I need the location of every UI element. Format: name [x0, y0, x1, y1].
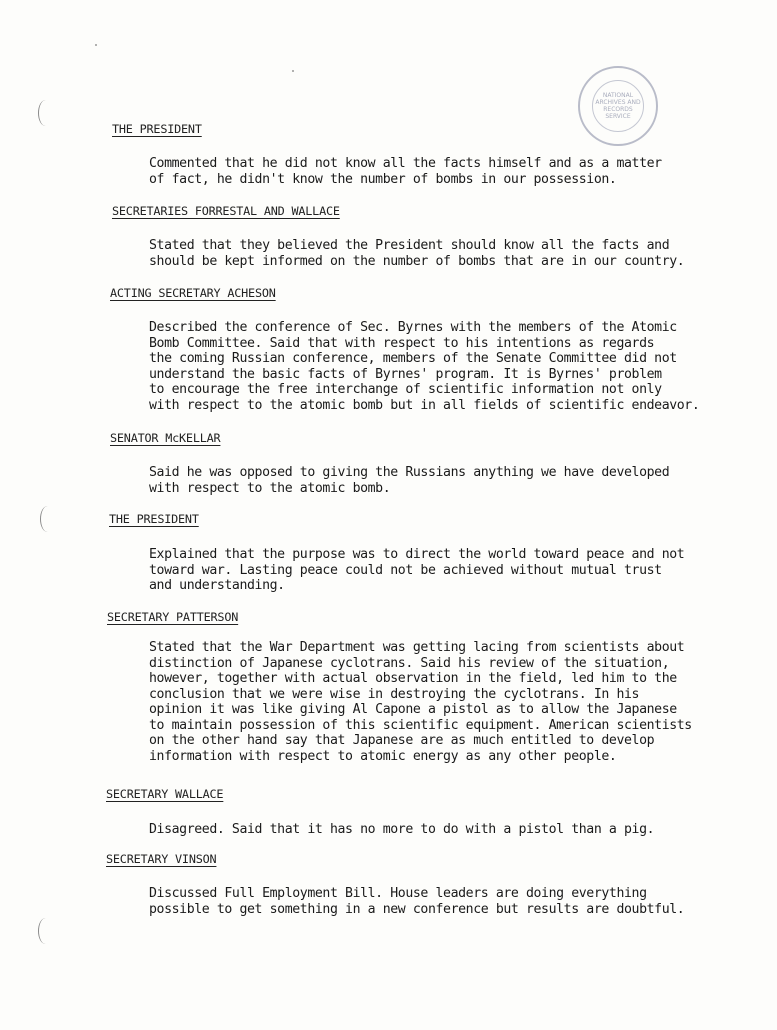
- statement-text: [149, 886, 749, 917]
- statement-line: possible to get something in a new conference but results are doubtful.: [149, 901, 685, 917]
- statement-line: information with respect to atomic energy as any other people.: [149, 748, 617, 764]
- speaker-heading: THE PRESIDENT: [109, 512, 199, 526]
- statement-text: [149, 156, 749, 187]
- statement-line: to encourage the free interchange of scientific information not only: [149, 382, 662, 397]
- statement-text: [149, 547, 749, 594]
- speaker-heading: SECRETARY VINSON: [106, 852, 217, 866]
- binder-mark: [40, 506, 55, 532]
- speaker-heading: SECRETARIES FORRESTAL AND WALLACE: [112, 204, 340, 218]
- statement-line: to maintain possession of this scientific equipment. American scientists: [149, 717, 692, 733]
- speaker-heading: SENATOR McKELLAR: [110, 431, 221, 445]
- statement-text: [149, 238, 749, 269]
- statement-line: Commented that he did not know all the facts himself and as a matter: [149, 156, 662, 171]
- statement-text: [149, 640, 749, 764]
- statement-line: with respect to the atomic bomb.: [149, 480, 391, 496]
- statement-line: understand the basic facts of Byrnes' program. It is Byrnes' problem: [149, 366, 662, 382]
- statement-line: should be kept informed on the number of bombs that are in our country.: [149, 253, 685, 269]
- statement-line: Discussed Full Employment Bill. House leaders are doing everything: [149, 886, 647, 901]
- stamp-line: ARCHIVES AND: [595, 99, 641, 106]
- statement-text: [149, 822, 749, 838]
- statement-line: toward war. Lasting peace could not be achieved without mutual trust: [149, 562, 662, 578]
- paper-speck: [292, 70, 294, 72]
- speaker-heading: THE PRESIDENT: [112, 122, 202, 136]
- statement-line: Disagreed. Said that it has no more to do with a pistol than a pig.: [149, 822, 655, 837]
- paper-speck: [95, 44, 97, 46]
- statement-line: Stated that they believed the President should know all the facts and: [149, 238, 670, 253]
- statement-line: the coming Russian conference, members of the Senate Committee did not: [149, 351, 677, 366]
- statement-line: of fact, he didn't know the number of bombs in our possession.: [149, 171, 617, 187]
- statement-line: opinion it was like giving Al Capone a pistol as to allow the Japanese: [149, 702, 677, 717]
- archive-stamp: [578, 66, 658, 146]
- speaker-heading: ACTING SECRETARY ACHESON: [110, 286, 276, 300]
- binder-mark: [38, 100, 53, 126]
- binder-mark: [38, 918, 53, 944]
- statement-line: however, together with actual observation in the field, led him to the: [149, 671, 677, 686]
- stamp-line: NATIONAL: [602, 92, 634, 99]
- stamp-line: SERVICE: [605, 113, 631, 120]
- statement-line: Explained that the purpose was to direct the world toward peace and not: [149, 547, 685, 562]
- speaker-heading: SECRETARY PATTERSON: [107, 610, 239, 624]
- statement-line: distinction of Japanese cyclotrans. Said his review of the situation,: [149, 655, 670, 671]
- statement-line: with respect to the atomic bomb but in all fields of scientific endeavor.: [149, 397, 700, 413]
- statement-line: and understanding.: [149, 578, 285, 593]
- archive-stamp-center: [592, 80, 644, 132]
- statement-text: [149, 465, 749, 496]
- statement-line: Bomb Committee. Said that with respect to his intentions as regards: [149, 335, 655, 351]
- speaker-heading: SECRETARY WALLACE: [106, 787, 224, 801]
- statement-line: Described the conference of Sec. Byrnes with the members of the Atomic: [149, 320, 677, 335]
- stamp-line: RECORDS: [603, 106, 633, 113]
- statement-line: Said he was opposed to giving the Russians anything we have developed: [149, 465, 670, 480]
- statement-line: conclusion that we were wise in destroying the cyclotrans. In his: [149, 686, 640, 702]
- statement-line: on the other hand say that Japanese are as much entitled to develop: [149, 733, 655, 748]
- statement-line: Stated that the War Department was getting lacing from scientists about: [149, 640, 685, 655]
- statement-text: [149, 320, 749, 413]
